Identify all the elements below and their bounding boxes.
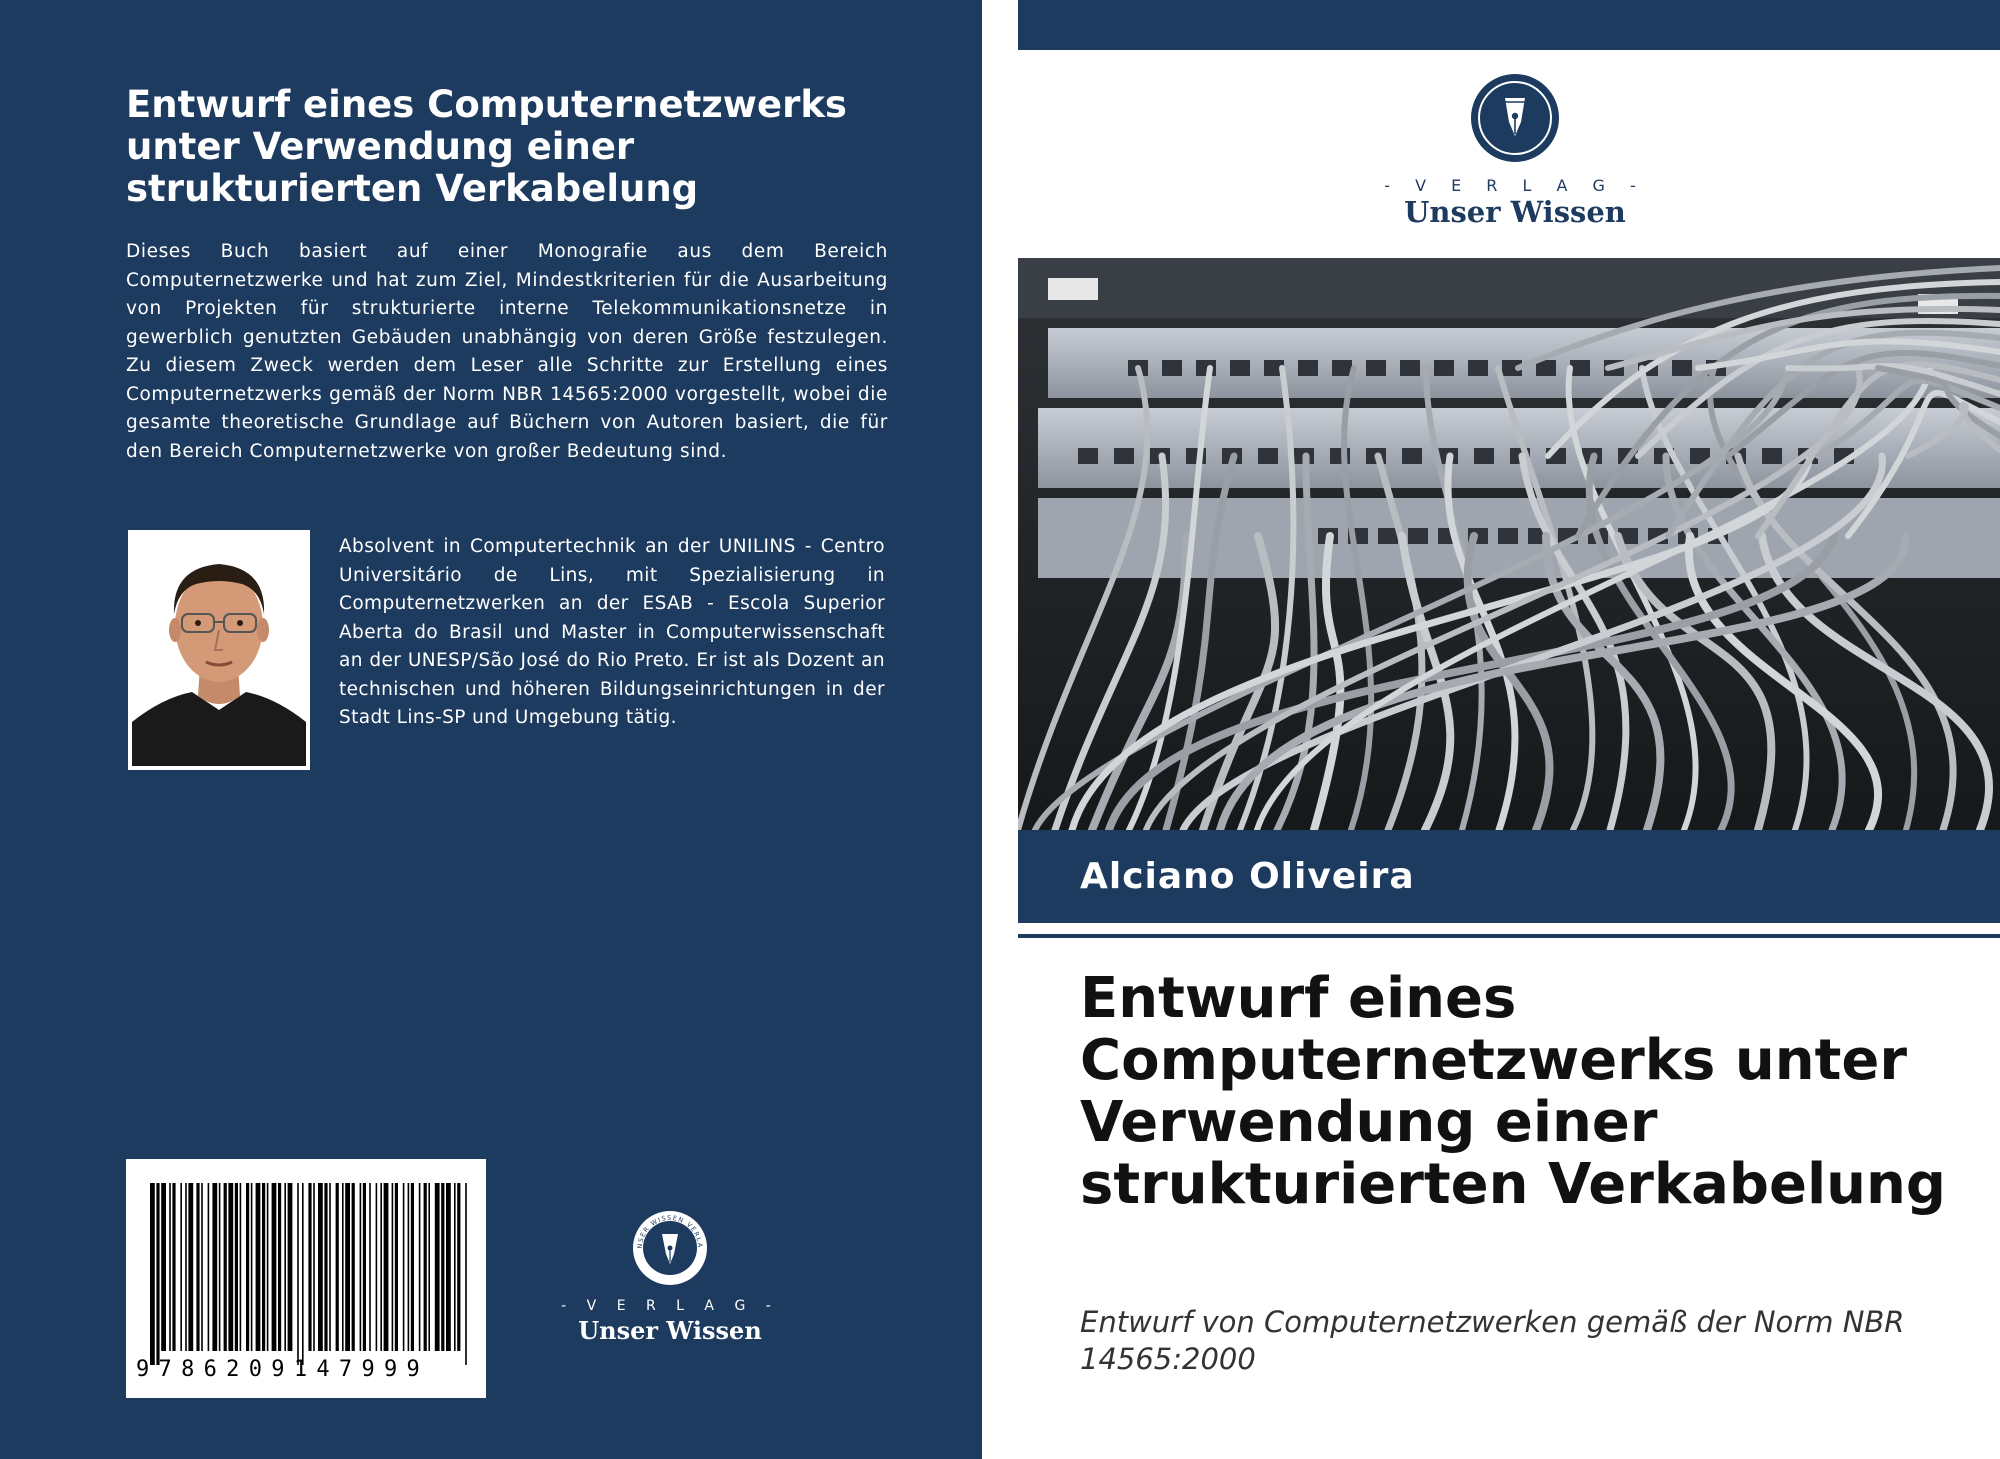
book-description: Dieses Buch basiert auf einer Monografie aus dem Bereich Computernetzwerke und hat zum Ziel, Mindestkriterien für die Ausarbeitung von Projekten für strukturierte interne Telekommunikationsnetze in gewerblich genutzten Gebäuden unabhängig von deren Größe festzulegen. Zu diesem Zweck werden dem Leser alle Schritte zur Erstellung eines Computernetzwerks gemäß der Norm NBR 14565:2000 vorgestellt, wobei die gesamte theoretische Grundlage auf Büchern von Autoren basiert, die für den Bereich Computernetzwerke von großer Bedeutung sind.	[126, 241, 888, 462]
front-verlag-label: - V E R L A G -	[1384, 176, 1646, 195]
author-bio: Absolvent in Computertechnik an der UNILINS - Centro Universitário de Lins, mit Spezialisierung in Computernetzwerken an der ESAB - Escola Superior Aberta do Brasil und Master in Computerwissenschaft an der UNESP/São José do Rio Preto. Er ist als Dozent an technischen und höheren Bildungseinrichtungen in der Stadt Lins-SP und Umgebung tätig.	[339, 536, 885, 728]
author-photo	[128, 530, 310, 770]
back-cover-title: Entwurf eines Computernetzwerks unter Verwendung einer strukturierten Verkabelung	[126, 83, 847, 210]
top-band	[1018, 0, 2000, 50]
seal-lettering: NSER WISSEN VERLA	[635, 1213, 705, 1249]
front-cover-subtitle: Entwurf von Computernetzwerken gemäß der Norm NBR 14565:2000	[1080, 1305, 1905, 1376]
front-cover-title: Entwurf eines Computernetzwerks unter Verwendung einer strukturierten Verkabelung	[1080, 966, 1946, 1217]
divider-rule	[1018, 934, 2000, 938]
back-verlag-label: - V E R L A G -	[561, 1298, 779, 1314]
author-band	[1018, 830, 2000, 923]
back-publisher-name: Unser Wissen	[578, 1316, 762, 1345]
isbn-number: 9786209147999	[136, 1357, 430, 1382]
back-cover	[0, 0, 982, 1459]
back-publisher-logo	[560, 1208, 780, 1348]
spine-gap	[982, 0, 1018, 1459]
front-cover	[1018, 0, 2000, 1459]
front-publisher-logo	[1305, 72, 1725, 229]
publisher-seal-icon	[630, 1208, 710, 1288]
front-publisher-name: Unser Wissen	[1404, 195, 1626, 229]
pen-nib-logo-icon	[1469, 72, 1561, 164]
network-patch-panel-photo	[1018, 258, 2000, 830]
isbn-barcode	[126, 1159, 486, 1398]
author-name: Alciano Oliveira	[1080, 856, 1415, 897]
